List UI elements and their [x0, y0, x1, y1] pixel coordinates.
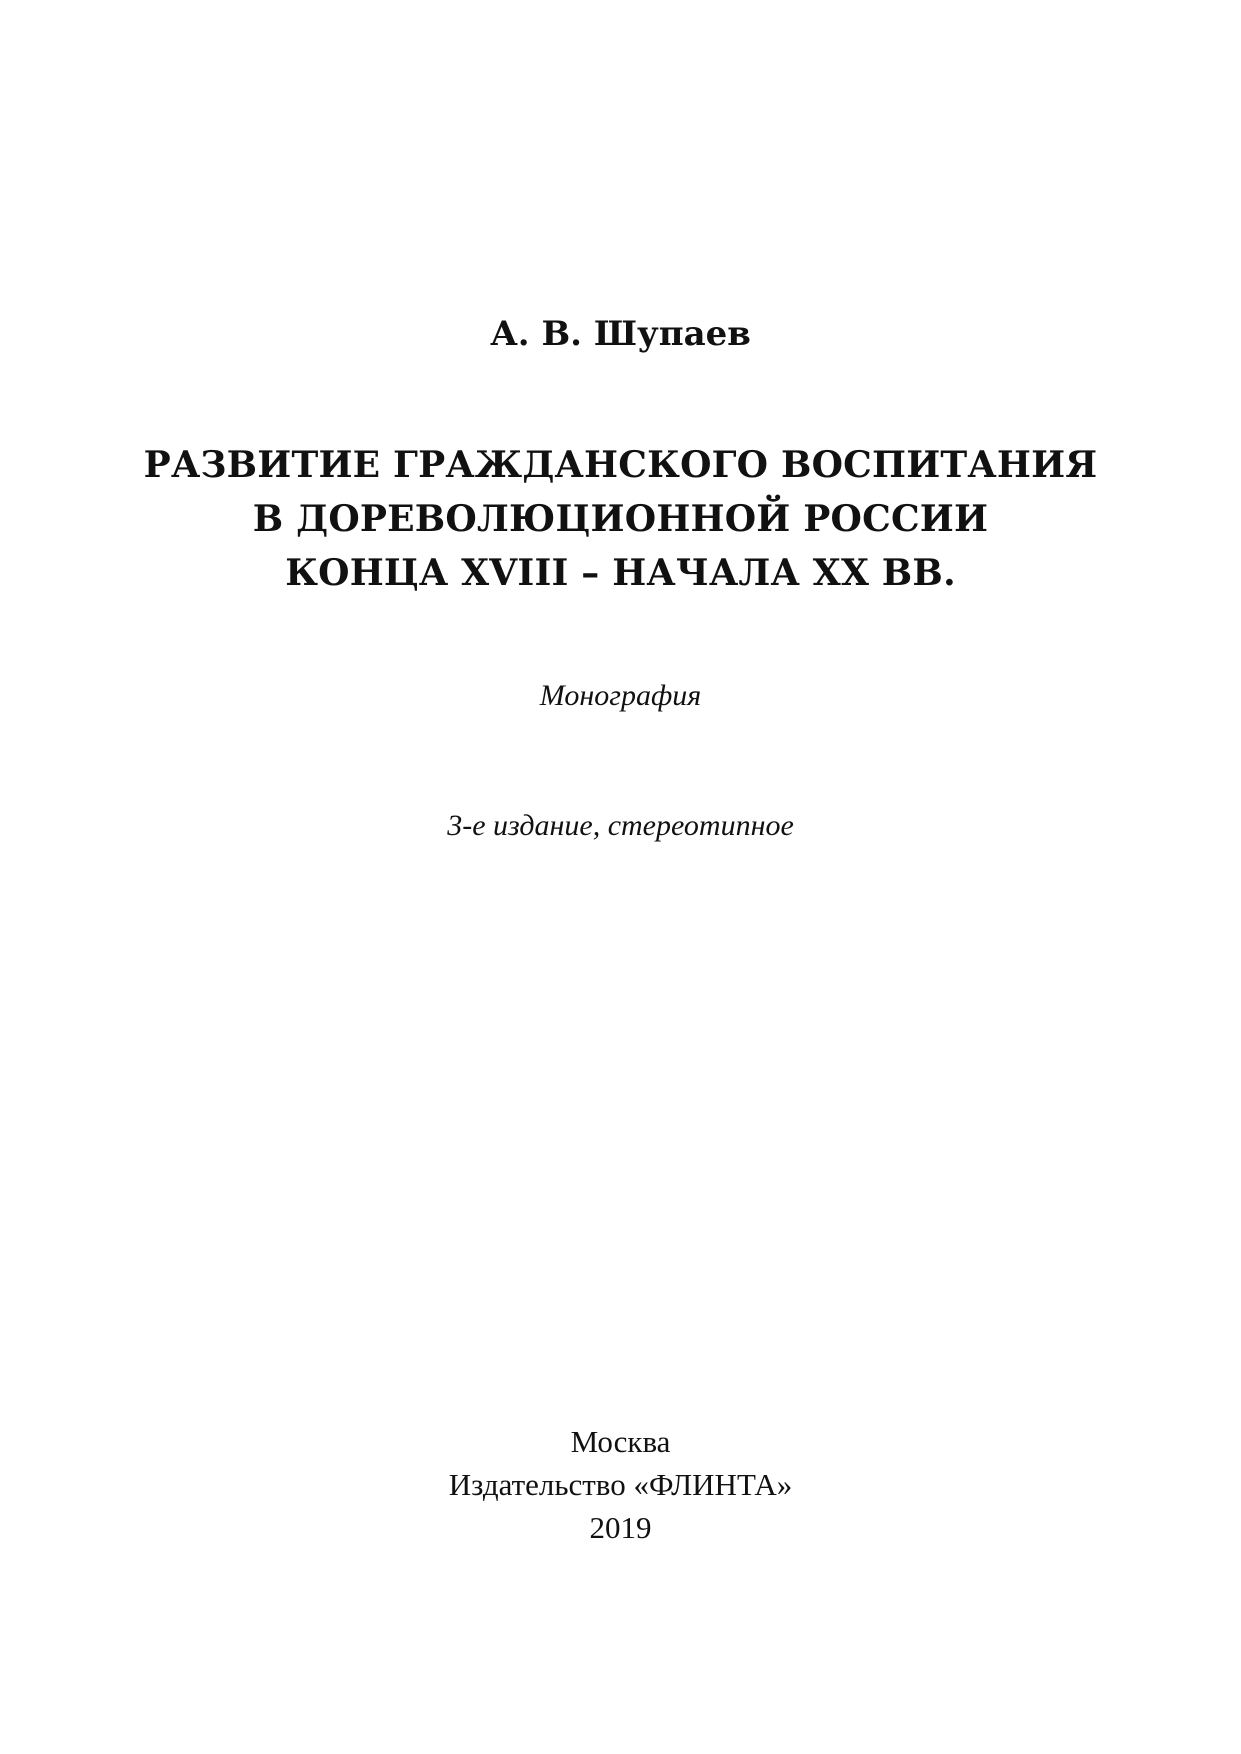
imprint-city: Москва: [570, 1424, 671, 1459]
imprint-publisher: Издательство «ФЛИНТА»: [448, 1467, 793, 1502]
imprint: [0, 1420, 1241, 1549]
title-line-3: КОНЦА XVIII – НАЧАЛА XX ВВ.: [285, 552, 956, 594]
book-title: [0, 438, 1241, 600]
edition-note: 3-е издание, стереотипное: [447, 809, 794, 842]
author-name: А. В. Шупаев: [490, 314, 751, 354]
title-line-1: РАЗВИТИЕ ГРАЖДАНСКОГО ВОСПИТАНИЯ: [143, 444, 1098, 486]
book-genre: Монография: [539, 679, 702, 712]
imprint-year: 2019: [589, 1510, 652, 1545]
title-line-2: В ДОРЕВОЛЮЦИОННОЙ РОССИИ: [252, 498, 989, 540]
